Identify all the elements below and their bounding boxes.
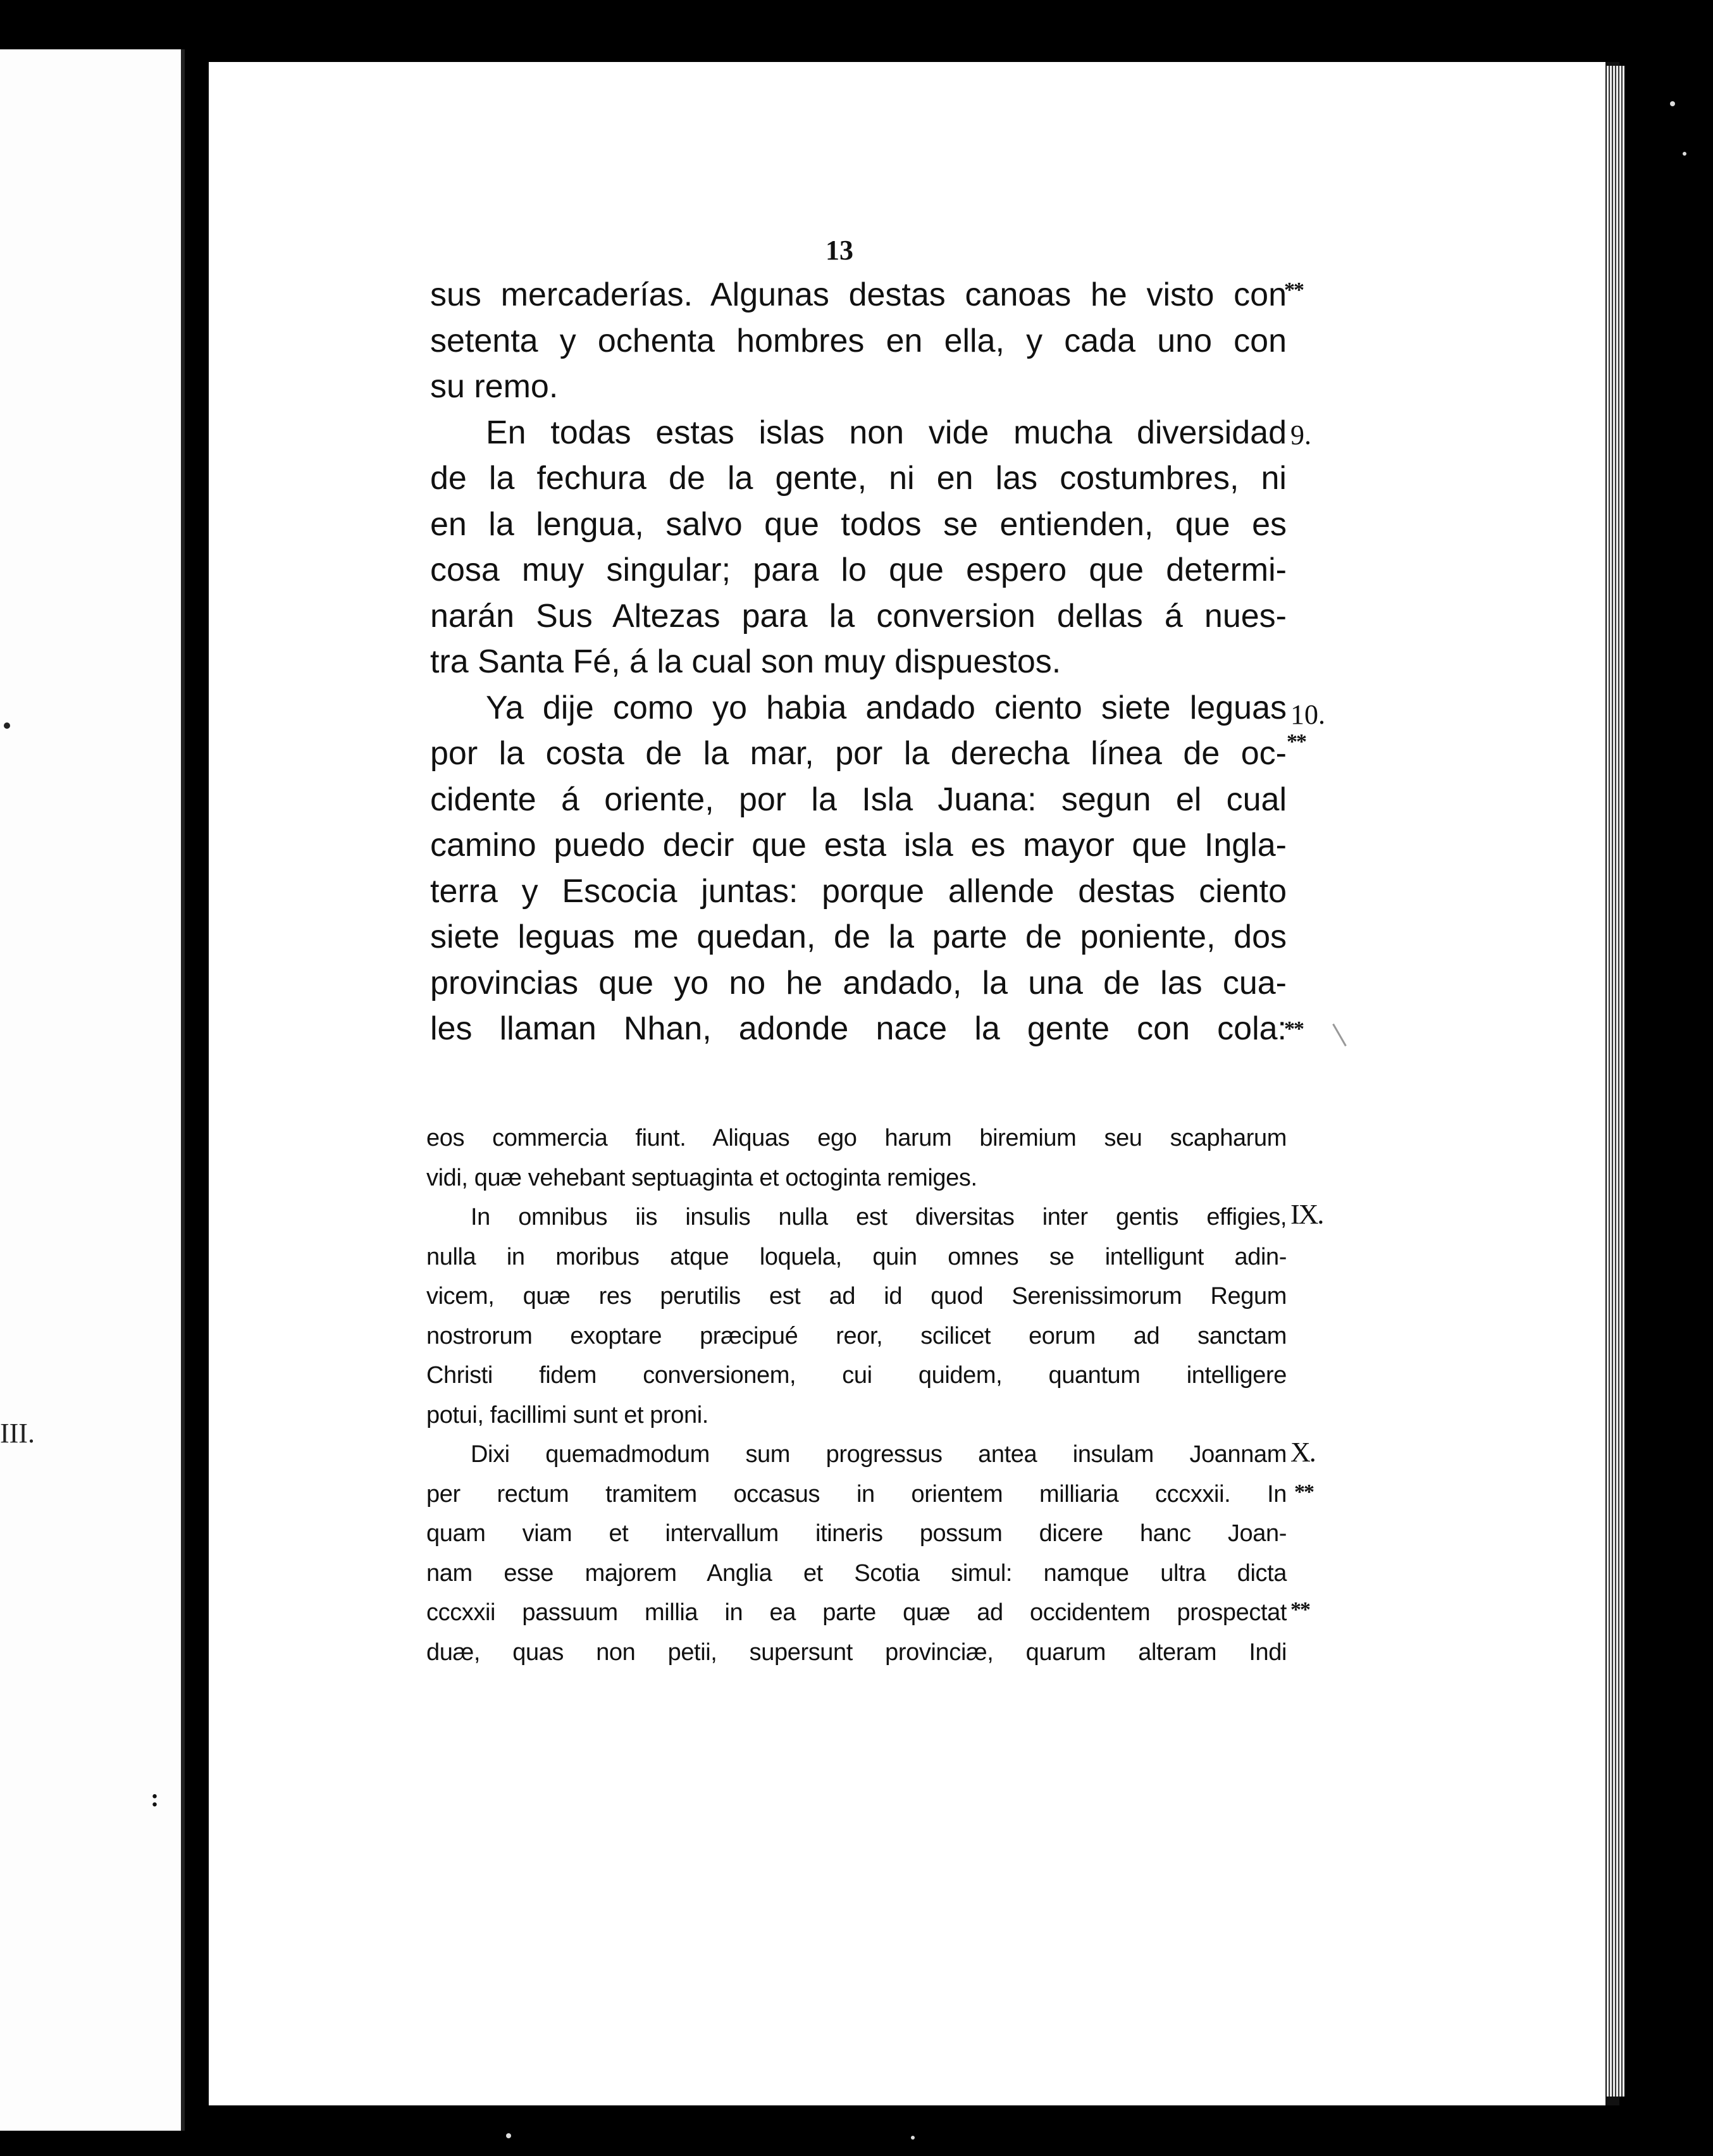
spanish-line: de la fechura de la gente, ni en las costumbres, ni bbox=[430, 460, 1287, 497]
spanish-line: su remo. bbox=[430, 368, 559, 405]
spanish-line: les llaman Nhan, adonde nace la gente con cola: bbox=[430, 1010, 1287, 1047]
latin-line: In omnibus iis insulis nulla est diversitas inter gentis effigies, bbox=[471, 1204, 1287, 1230]
page-number: 13 bbox=[826, 235, 853, 266]
latin-line: eos commercia fiunt. Aliquas ego harum biremium seu scapharum bbox=[426, 1125, 1287, 1151]
spanish-line: camino puedo decir que esta isla es mayor que Ingla- bbox=[430, 827, 1287, 864]
latin-line: vicem, quæ res perutilis est ad id quod Serenissimorum Regum bbox=[426, 1283, 1287, 1310]
spanish-line: narán Sus Altezas para la conversion dellas á nues- bbox=[430, 597, 1287, 635]
latin-line: per rectum tramitem occasus in orientem milliaria cccxxii. In bbox=[426, 1480, 1287, 1508]
margin-roman-10: X. bbox=[1290, 1437, 1315, 1468]
spanish-line: provincias que yo no he andado, la una de las cua- bbox=[430, 964, 1287, 1001]
speck bbox=[1670, 101, 1675, 106]
latin-line: duæ, quas non petii, supersunt provinciæ, quarum alteram Indi bbox=[426, 1639, 1287, 1666]
spanish-line: tra Santa Fé, á la cual son muy dispuestos. bbox=[430, 643, 1061, 680]
speck bbox=[911, 2136, 915, 2140]
spanish-line: Ya dije como yo habia andado ciento siete leguas bbox=[486, 689, 1287, 726]
spanish-line: sus mercaderías. Algunas destas canoas he visto con bbox=[430, 276, 1287, 313]
latin-text bbox=[426, 1118, 1287, 1672]
latin-line: quam viam et intervallum itineris possum dicere hanc Joan- bbox=[426, 1520, 1287, 1547]
latin-line: nulla in moribus atque loquela, quin omnes se intelligunt adin- bbox=[426, 1243, 1287, 1270]
latin-line: Dixi quemadmodum sum progressus antea insulam Joannam bbox=[471, 1441, 1287, 1468]
ink-mark: : bbox=[151, 1783, 159, 1812]
ink-dot bbox=[4, 722, 10, 729]
speck bbox=[506, 2133, 511, 2138]
spanish-line: terra y Escocia juntas: porque allende destas ciento bbox=[430, 872, 1287, 910]
spanish-line: por la costa de la mar, por la derecha línea de oc- bbox=[430, 735, 1287, 772]
latin-line: Christi fidem conversionem, cui quidem, quantum intelligere bbox=[426, 1362, 1287, 1389]
latin-line: potui, facillimi sunt et proni. bbox=[426, 1401, 708, 1428]
margin-asterisks: ** bbox=[1284, 278, 1303, 302]
margin-asterisks: ** bbox=[1287, 730, 1306, 753]
spanish-line: cidente á oriente, por la Isla Juana: segun el cual bbox=[430, 781, 1287, 818]
margin-asterisks: ** bbox=[1284, 1017, 1303, 1041]
spanish-line: setenta y ochenta hombres en ella, y cada uno con bbox=[430, 322, 1287, 359]
margin-number-10: 10. bbox=[1290, 699, 1325, 730]
spanish-line: cosa muy singular; para lo que espero que determi- bbox=[430, 552, 1287, 588]
latin-line: nam esse majorem Anglia et Scotia simul: namque ultra dicta bbox=[426, 1559, 1287, 1587]
latin-line: cccxxii passuum millia in ea parte quæ ad occidentem prospectat bbox=[426, 1599, 1287, 1626]
spanish-line: En todas estas islas non vide mucha diversidad bbox=[486, 414, 1287, 451]
spanish-text bbox=[430, 272, 1287, 1052]
spanish-line: en la lengua, salvo que todos se entienden, que es bbox=[430, 505, 1287, 543]
previous-page bbox=[0, 49, 185, 2131]
margin-roman-9: IX. bbox=[1290, 1199, 1323, 1230]
margin-asterisks: ** bbox=[1290, 1598, 1309, 1621]
margin-number-9: 9. bbox=[1290, 419, 1311, 450]
page-edges bbox=[1607, 66, 1624, 2097]
speck bbox=[1683, 152, 1686, 156]
latin-line: nostrorum exoptare præcipué reor, scilicet eorum ad sanctam bbox=[426, 1322, 1287, 1349]
latin-line: vidi, quæ vehebant septuaginta et octoginta remiges. bbox=[426, 1164, 977, 1191]
margin-asterisks: ** bbox=[1294, 1480, 1313, 1504]
spanish-line: siete leguas me quedan, de la parte de poniente, dos bbox=[430, 919, 1287, 955]
previous-page-marginal-marker: III. bbox=[0, 1418, 35, 1449]
